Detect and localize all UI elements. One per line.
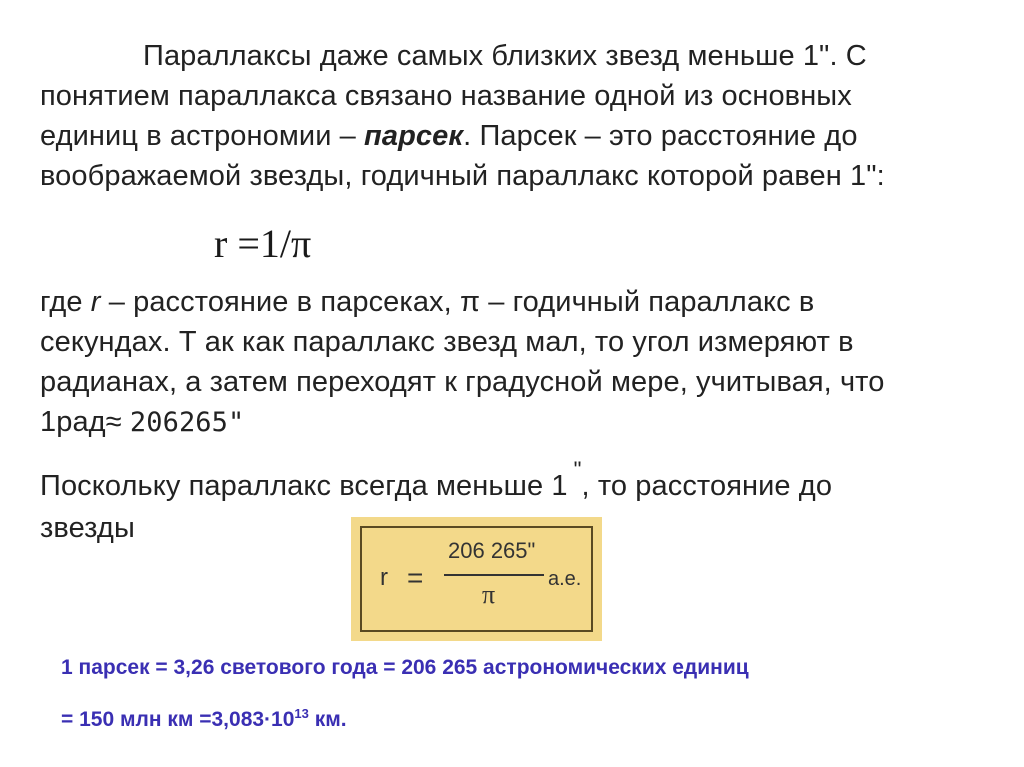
formula-r-equals-one-over-pi: r =1/π: [214, 221, 312, 266]
para3-line1-after: , то расстояние до: [581, 470, 833, 502]
formula-box-frame: [360, 526, 593, 632]
para1-line4: воображаемой звезды, годичный параллакс которой равен 1":: [40, 160, 885, 192]
para1-line1: Параллаксы даже самых близких звезд меньше 1". С: [143, 40, 867, 72]
para1-line3-after: . Парсек – это расстояние до: [463, 120, 858, 152]
para1-line2: понятием параллакса связано название одной из основных: [40, 80, 852, 112]
formula-box-fraction-bar: [444, 574, 544, 576]
para2-line4-before: 1рад≈: [40, 406, 130, 438]
para3-line1-before: Поскольку параллакс всегда меньше 1: [40, 470, 568, 502]
para2-line3: радианах, а затем переходят к градусной мере, учитывая, что: [40, 366, 885, 398]
summary-parsec-line2: [61, 706, 347, 732]
radian-arcsec-value: 206265": [129, 407, 245, 438]
formula-box-lhs: r: [380, 564, 388, 591]
para2-line2: секундах. Т ак как параллакс звезд мал, то угол измеряют в: [40, 326, 854, 358]
para2-line4: [40, 402, 940, 443]
paragraph-parallax-intro: [40, 36, 940, 196]
summary-exponent: 13: [294, 706, 309, 721]
formula-box-numerator: 206 265": [448, 538, 536, 563]
formula-box-equals: =: [407, 562, 424, 593]
para3-line2: звезды: [40, 512, 135, 544]
para1-line3: [40, 116, 940, 156]
para2-line1-before: где: [40, 286, 91, 318]
para1-line3-before: единиц в астрономии –: [40, 120, 365, 152]
arcsecond-mark: ": [573, 457, 582, 482]
keyword-parsec: парсек: [364, 120, 464, 152]
para2-line1-after: – расстояние в парсеках, π – годичный параллакс в: [100, 286, 815, 318]
para2-line1: [40, 282, 940, 322]
summary-parsec-line1: 1 парсек = 3,26 светового года = 206 265 астрономических единиц: [61, 656, 749, 679]
summary-line2-after: км.: [308, 708, 347, 731]
variable-r: r: [90, 286, 101, 318]
para3-line1: [40, 457, 940, 508]
formula-box-denominator: π: [482, 580, 496, 609]
summary-line2-before: = 150 млн км =3,083·10: [61, 708, 295, 731]
paragraph-parallax-radians: [40, 282, 940, 443]
formula-box-unit: а.е.: [548, 568, 582, 590]
formula-box-distance: [351, 517, 602, 641]
